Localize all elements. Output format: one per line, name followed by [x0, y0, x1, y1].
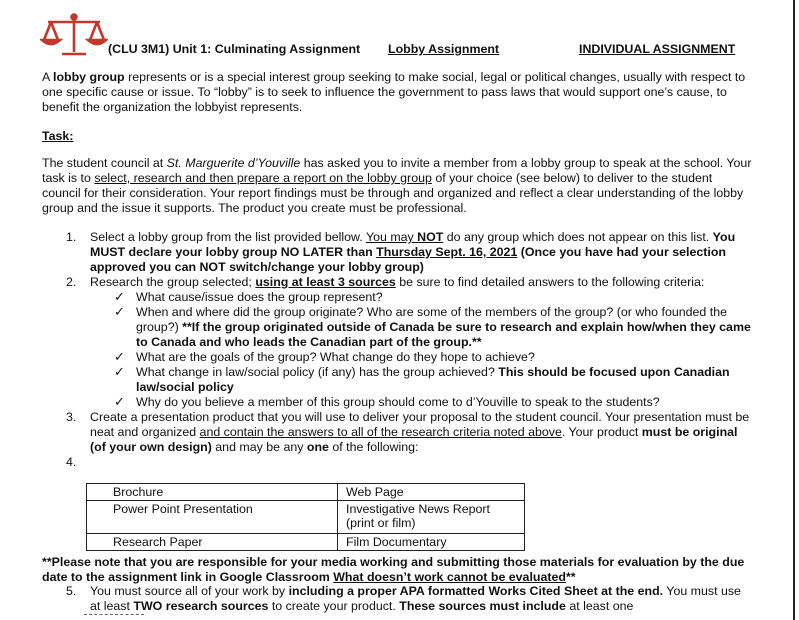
- list-number: 1.: [66, 230, 77, 244]
- course-title: (CLU 3M1) Unit 1: Culminating Assignment: [108, 42, 361, 56]
- table-cell: Brochure: [87, 484, 338, 501]
- product-options-table: [86, 483, 525, 551]
- checkmark-icon: ✓: [114, 349, 125, 364]
- criteria-item: What are the goals of the group? What change do they hope to achieve?: [136, 350, 535, 364]
- table-cell: Film Documentary: [338, 534, 525, 551]
- table-row: [87, 484, 525, 501]
- submission-note: **Please note that you are responsible for your media working and submitting those materials for evaluation by the due date to the assignment link in Google Classroom What doesn’t work cannot be evaluated**: [42, 555, 745, 584]
- list-number: 5.: [66, 584, 77, 598]
- scales-of-justice-icon: [40, 12, 108, 58]
- criteria-item: What cause/issue does the group represent?: [136, 290, 383, 304]
- table-cell: Power Point Presentation: [87, 501, 338, 534]
- task-heading: Task:: [42, 129, 74, 143]
- checkmark-icon: ✓: [114, 304, 125, 319]
- checkmark-icon: ✓: [114, 394, 125, 409]
- table-row: [87, 501, 525, 534]
- criteria-item: What change in law/social policy (if any) has the group achieved? This should be focused upon Canadian law/social policy: [136, 365, 730, 394]
- intro-paragraph: A lobby group represents or is a special interest group seeking to make social, legal or political changes, usually with respect to one specific cause or issue. To “lobby” is to seek to influence the government to pass laws that would support one’s cause, to benefit the organization the lobbyist represents.: [42, 70, 746, 114]
- list-item-5: You must source all of your work by including a proper APA formatted Works Cited Sheet at the end. You must use at least TWO research sources to create your product. These sources must include at least one: [90, 584, 741, 613]
- list-number: 4.: [66, 455, 77, 469]
- criteria-item: When and where did the group originate? Who are some of the members of the group? (or who founded the group?) **If the group originated outside of Canada be sure to research and explain how/when they came to Canada and who leads the Canadian part of the group.**: [136, 305, 751, 349]
- checkmark-icon: ✓: [114, 289, 125, 304]
- table-cell: Investigative News Report (print or film): [338, 501, 525, 534]
- table-row: [87, 534, 525, 551]
- list-number: 3.: [66, 410, 77, 424]
- cut-off-text-line: [84, 614, 144, 616]
- task-paragraph: The student council at St. Marguerite d’Youville has asked you to invite a member from a lobby group to speak at the school. Your task is to select, research and then prepare a report on the lobby group of your choice (see below) to deliver to the student council for their consideration. Your report findings must be through and organized and reflect a clear understanding of the lobby group and the issue it supports. The product you create must be professional.: [42, 156, 752, 215]
- list-item-1: Select a lobby group from the list provided bellow. You may NOT do any group which does not appear on this list. You MUST declare your lobby group NO LATER than Thursday Sept. 16, 2021 (Once you have had your selection approved you can NOT switch/change your lobby group): [90, 230, 736, 274]
- assignment-title: Lobby Assignment: [388, 42, 500, 56]
- criteria-item: Why do you believe a member of this group should come to d’Youville to speak to the students?: [136, 395, 660, 409]
- assignment-type: INDIVIDUAL ASSIGNMENT: [579, 42, 736, 56]
- table-cell: Web Page: [338, 484, 525, 501]
- checkmark-icon: ✓: [114, 364, 125, 379]
- list-item-2: Research the group selected; using at least 3 sources be sure to find detailed answers to the following criteria:: [90, 275, 705, 289]
- list-item-3: Create a presentation product that you will use to deliver your proposal to the student council. Your presentation must be neat and organized and contain the answers to all of the research criteria noted above. Your product must be original (of your own design) and may be any one of the following:: [90, 410, 750, 454]
- list-number: 2.: [66, 275, 77, 289]
- table-cell: Research Paper: [87, 534, 338, 551]
